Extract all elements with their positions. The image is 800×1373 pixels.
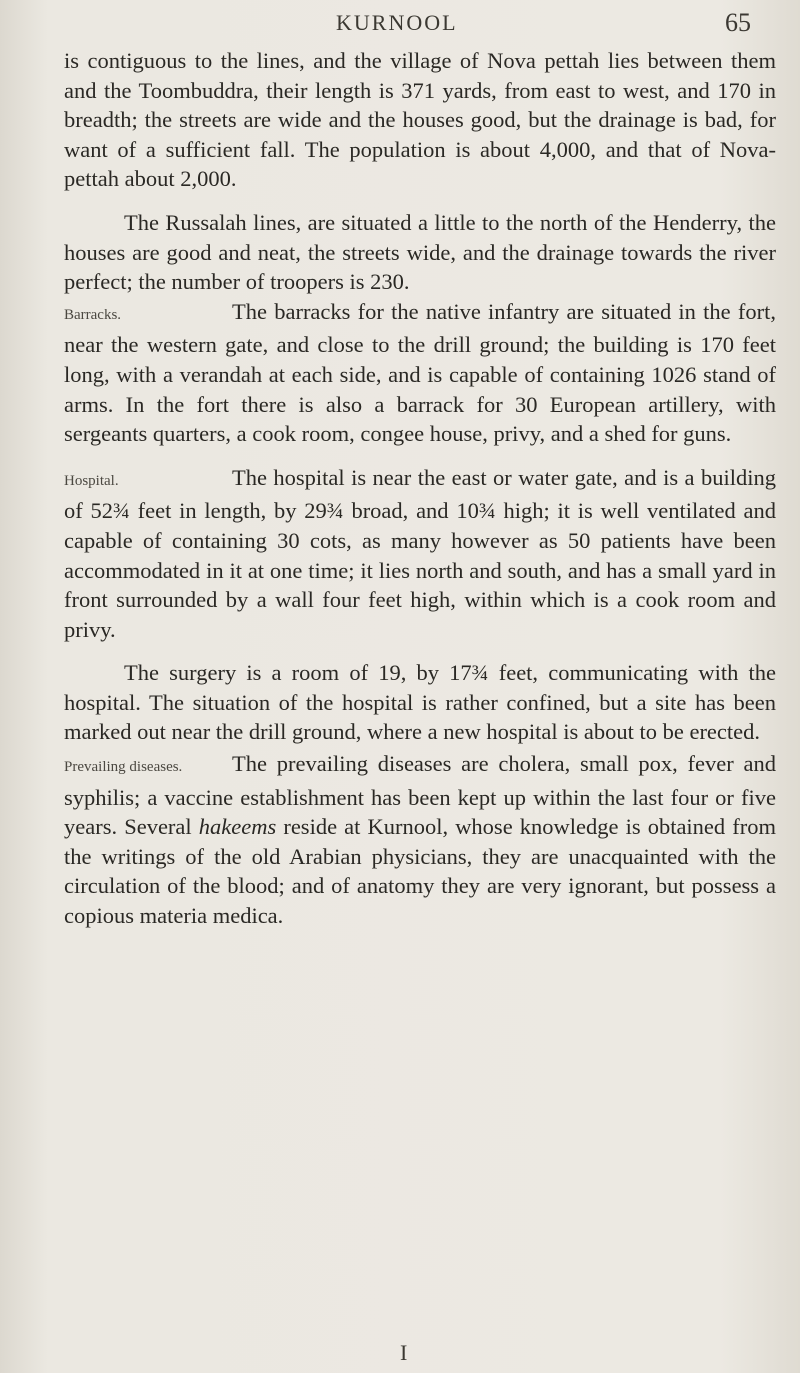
paragraph-russalah-lines: The Russalah lines, are situated a little to the north of the Henderry, the houses are good and neat, the streets wide, and the drainage towards the river perfect; the number of troopers is 230. bbox=[64, 209, 776, 295]
body-text bbox=[64, 46, 776, 931]
paragraph-hospital bbox=[64, 463, 776, 645]
paragraph-prevailing-diseases bbox=[64, 749, 776, 931]
sidenote-hospital: Hospital. bbox=[64, 472, 119, 489]
paragraph-barracks bbox=[64, 297, 776, 449]
paragraph-diseases-text-before: The prevailing diseases are cholera, small pox, fever and syphilis; a vaccine establishment has been kept up within the last four or five years. Several bbox=[64, 751, 776, 840]
sidenote-barracks: Barracks. bbox=[64, 306, 122, 323]
paragraph-surgery: The surgery is a room of 19, by 17¾ feet, communicating with the hospital. The situation of the hospital is rather confined, but a site has been marked out near the drill ground, where a new hospital is about to be erected. bbox=[64, 660, 776, 745]
paragraph-hospital-text: The hospital is near the east or water gate, and is a building of 52¾ feet in length, by 29¾ broad, and 10¾ high; it is well ventilated and capable of containing 30 cots, as many however as 50 patients have been accommodated in it at one time; it lies north and south, and has a small yard in front surrounded by a wall four feet high, within which is a cook room and privy. bbox=[64, 464, 776, 642]
sidenote-prevailing-diseases: Prevailing diseases. bbox=[64, 759, 183, 776]
page-number: 65 bbox=[725, 8, 751, 37]
paragraph-nova-pettah: is contiguous to the lines, and the village of Nova pettah lies between them and the Toombuddra, their length is 371 yards, from east to west, and 170 in breadth; the streets are wide and the houses good, but the drainage is bad, for want of a sufficient fall. The population is about 4,000, and that of Nova-pettah about 2,000. bbox=[64, 48, 776, 192]
paragraph-barracks-text: The barracks for the native infantry are situated in the fort, near the western gate, and close to the drill ground; the building is 170 feet long, with a verandah at each side, and is capable of containing 1026 stand of arms. In the fort there is also a barrack for 30 European artillery, with sergeants quarters, a cook room, congee house, privy, and a shed for guns. bbox=[64, 298, 776, 447]
running-head bbox=[60, 8, 780, 48]
signature-mark: I bbox=[400, 1340, 408, 1365]
running-title: KURNOOL bbox=[336, 10, 458, 35]
paragraph-diseases-italic: hakeems bbox=[198, 814, 277, 840]
paragraph-diseases-text-after: reside at Kurnool, whose knowledge is obtained from the writings of the old Arabian physicians, they are unacquainted with the circulation of the blood; and of anatomy they are very ignorant, but possess a copious materia medica. bbox=[64, 814, 776, 929]
